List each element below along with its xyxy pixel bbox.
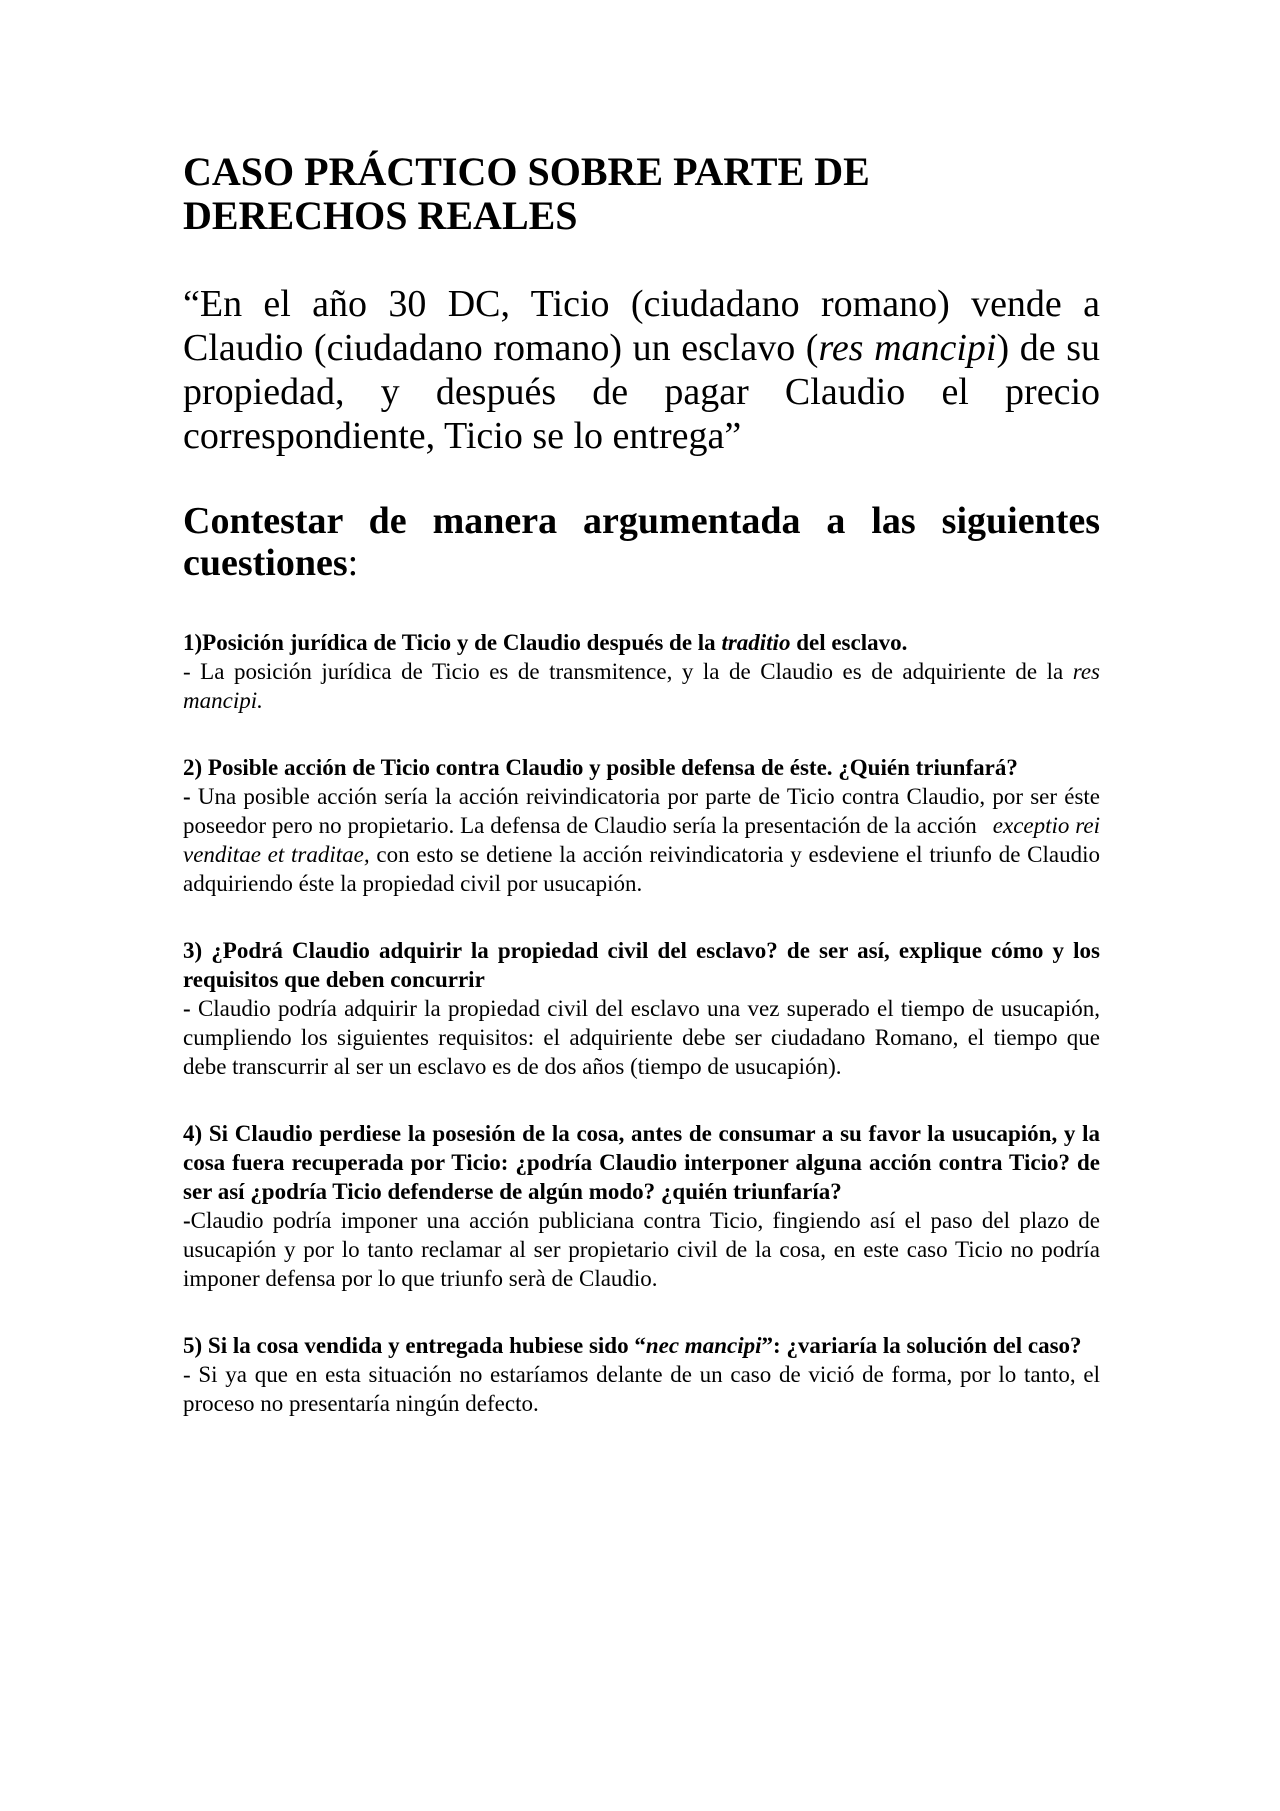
question-block-3	[183, 936, 1100, 1081]
instructions-text: Contestar de manera argumentada a las siguientes cuestiones	[183, 500, 1100, 584]
answer-5: - Si ya que en esta situación no estaríamos delante de un caso de vició de forma, por lo tanto, el proceso no presentaría ningún defecto.	[183, 1362, 1100, 1416]
question-2: 2) Posible acción de Ticio contra Claudio y posible defensa de éste. ¿Quién triunfará?	[183, 755, 1018, 780]
answer-3-text: Claudio podría adquirir la propiedad civil del esclavo una vez superado el tiempo de usucapión, cumpliendo los siguientes requisitos: el adquiriente debe ser ciudadano Romano, el tiempo que debe transcurrir al ser un esclavo es de dos años (tiempo de usucapión).	[183, 996, 1100, 1079]
question-block-5	[183, 1331, 1100, 1418]
answer-4	[183, 1206, 1100, 1293]
answer-1-text: - La posición jurídica de Ticio es de transmitence, y la de Claudio es de adquiriente de la	[183, 659, 1073, 684]
answer-3	[183, 994, 1100, 1081]
question-1-text: 1)Posición jurídica de Ticio y de Claudio después de la	[183, 630, 722, 655]
answer-2-italic: exceptio rei venditae et traditae,	[183, 813, 1100, 867]
question-5-text: 5) Si la cosa vendida y entregada hubiese sido “	[183, 1333, 646, 1358]
question-3: 3) ¿Podrá Claudio adquirir la propiedad civil del esclavo? de ser así, explique cómo y los requisitos que deben concurrir	[183, 938, 1100, 992]
question-5	[183, 1331, 1100, 1360]
answer-3-dash: -	[183, 996, 191, 1021]
question-1-italic: traditio	[721, 630, 791, 655]
case-statement-italic: res mancipi	[818, 327, 997, 369]
question-1-text-end: del esclavo.	[790, 630, 908, 655]
answer-1	[183, 657, 1100, 715]
instructions-colon: :	[347, 542, 359, 584]
case-statement-text-1: “En el año 30 DC, Ticio (ciudadano romano) vende a Claudio (ciudadano romano) un esclavo (	[183, 283, 1100, 369]
answer-1-italic: res mancipi.	[183, 659, 1100, 713]
question-1	[183, 628, 1100, 657]
answer-4-dash: -	[183, 1208, 191, 1233]
case-statement	[183, 282, 1100, 458]
question-block-4	[183, 1119, 1100, 1293]
case-statement-text-2: ) de su propiedad, y después de pagar Claudio el precio correspondiente, Ticio se lo entrega”	[183, 327, 1100, 457]
answer-2-text: Una posible acción sería la acción reivindicatoria por parte de Ticio contra Claudio, por ser éste poseedor pero no propietario. La defensa de Claudio sería la presentación de la acción	[183, 784, 1100, 838]
question-block-1	[183, 628, 1100, 715]
answer-4-text: Claudio podría imponer una acción publiciana contra Ticio, fingiendo así el paso del plazo de usucapión y por lo tanto reclamar al ser propietario civil de la cosa, en este caso Ticio no podría imponer defensa por lo que triunfo serà de Claudio.	[183, 1208, 1100, 1291]
instructions-heading	[183, 500, 1100, 584]
question-5-text-end: ”: ¿variaría la solución del caso?	[761, 1333, 1082, 1358]
answer-2	[183, 782, 1100, 898]
question-5-italic: nec mancipi	[645, 1333, 762, 1358]
document-page	[183, 150, 1100, 1418]
question-4: 4) Si Claudio perdiese la posesión de la cosa, antes de consumar a su favor la usucapión, y la cosa fuera recuperada por Ticio: ¿podría Claudio interponer alguna acción contra Ticio? de ser así ¿podría Ticio defenderse de algún modo? ¿quién triunfaría?	[183, 1121, 1100, 1204]
answer-2-text-end: con esto se detiene la acción reivindicatoria y esdeviene el triunfo de Claudio adquiriendo éste la propiedad civil por usucapión.	[183, 842, 1101, 896]
question-block-2	[183, 753, 1100, 898]
document-title: CASO PRÁCTICO SOBRE PARTE DE DERECHOS REALES	[183, 149, 870, 238]
answer-2-dash: -	[183, 784, 191, 809]
